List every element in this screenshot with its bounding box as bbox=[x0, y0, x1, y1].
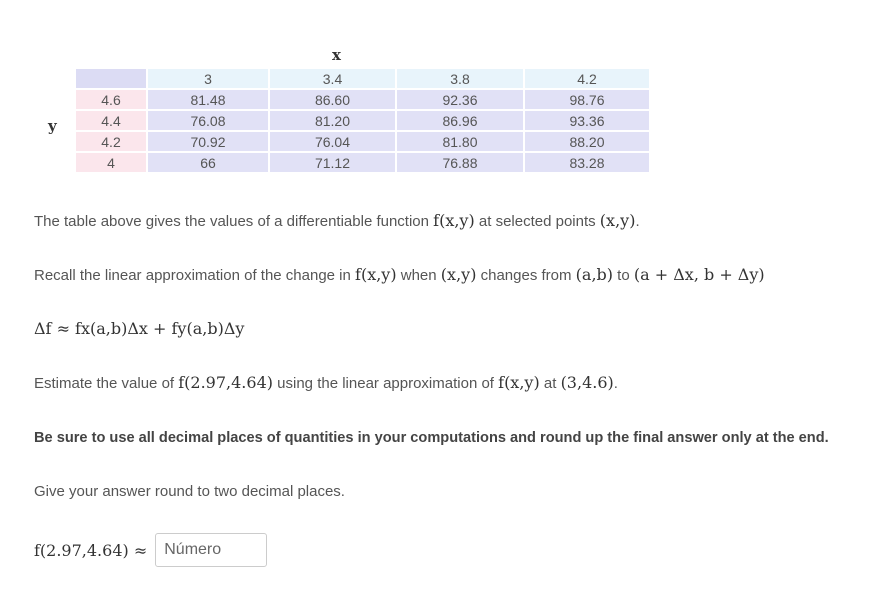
estimate-question bbox=[34, 373, 618, 392]
x-value-header: 4.2 bbox=[525, 69, 649, 88]
text-span: at selected points bbox=[474, 213, 600, 230]
table-cell: 70.92 bbox=[148, 132, 268, 151]
answer-input[interactable] bbox=[155, 533, 267, 567]
table-row bbox=[76, 132, 649, 151]
math-expression: (a + Δx, b + Δy) bbox=[633, 265, 765, 284]
text-span: changes from bbox=[476, 267, 576, 284]
text-span: The table above gives the values of a differentiable function bbox=[34, 213, 434, 230]
table-cell: 88.20 bbox=[525, 132, 649, 151]
text-span: . bbox=[635, 213, 640, 230]
text-span: . bbox=[613, 375, 618, 392]
linear-approximation-recall bbox=[34, 265, 765, 284]
table-cell: 71.12 bbox=[270, 153, 395, 172]
table-cell: 93.36 bbox=[525, 111, 649, 130]
rounding-instruction: Be sure to use all decimal places of quantities in your computations and round up the final answer only at the end. bbox=[34, 430, 829, 446]
table-cell: 66 bbox=[148, 153, 268, 172]
math-expression: f(x,y) bbox=[433, 211, 475, 230]
text-span: Estimate the value of bbox=[34, 375, 179, 392]
table-cell: 86.60 bbox=[270, 90, 395, 109]
answer-label: f(2.97,4.64) ≈ bbox=[34, 540, 148, 560]
y-axis-label: y bbox=[48, 117, 57, 135]
table-cell: 81.48 bbox=[148, 90, 268, 109]
x-value-header: 3.4 bbox=[270, 69, 395, 88]
decimal-places-note: Give your answer round to two decimal places. bbox=[34, 483, 345, 500]
table-description bbox=[34, 211, 640, 230]
table-corner-cell bbox=[76, 69, 146, 88]
table-row bbox=[76, 153, 649, 172]
table-cell: 76.08 bbox=[148, 111, 268, 130]
math-expression: (x,y) bbox=[599, 211, 636, 230]
linear-approximation-formula bbox=[34, 319, 244, 338]
x-value-header: 3.8 bbox=[397, 69, 523, 88]
math-expression: (a,b) bbox=[575, 265, 614, 284]
function-values-table bbox=[74, 67, 651, 174]
table-cell: 81.80 bbox=[397, 132, 523, 151]
table-row bbox=[76, 90, 649, 109]
y-value-header: 4.4 bbox=[76, 111, 146, 130]
x-axis-label: x bbox=[332, 46, 341, 64]
text-span: using the linear approximation of bbox=[273, 375, 499, 392]
text-span: to bbox=[613, 267, 634, 284]
math-expression: f(x,y) bbox=[498, 373, 540, 392]
table-cell: 81.20 bbox=[270, 111, 395, 130]
table-cell: 83.28 bbox=[525, 153, 649, 172]
text-span: when bbox=[396, 267, 441, 284]
table-cell: 98.76 bbox=[525, 90, 649, 109]
text-span: at bbox=[539, 375, 561, 392]
math-expression: (x,y) bbox=[440, 265, 477, 284]
table-cell: 86.96 bbox=[397, 111, 523, 130]
y-value-header: 4.6 bbox=[76, 90, 146, 109]
math-expression: f(2.97,4.64) bbox=[178, 373, 273, 392]
table-cell: 76.04 bbox=[270, 132, 395, 151]
x-value-header: 3 bbox=[148, 69, 268, 88]
y-value-header: 4 bbox=[76, 153, 146, 172]
formula-expression: Δf ≈ fx(a,b)Δx + fy(a,b)Δy bbox=[34, 319, 245, 338]
table-row bbox=[76, 111, 649, 130]
y-value-header: 4.2 bbox=[76, 132, 146, 151]
table-cell: 92.36 bbox=[397, 90, 523, 109]
text-span: Recall the linear approximation of the change in bbox=[34, 267, 356, 284]
answer-row bbox=[34, 533, 267, 567]
math-expression: f(x,y) bbox=[355, 265, 397, 284]
x-header-row bbox=[76, 69, 649, 88]
math-expression: (3,4.6) bbox=[560, 373, 614, 392]
table-cell: 76.88 bbox=[397, 153, 523, 172]
